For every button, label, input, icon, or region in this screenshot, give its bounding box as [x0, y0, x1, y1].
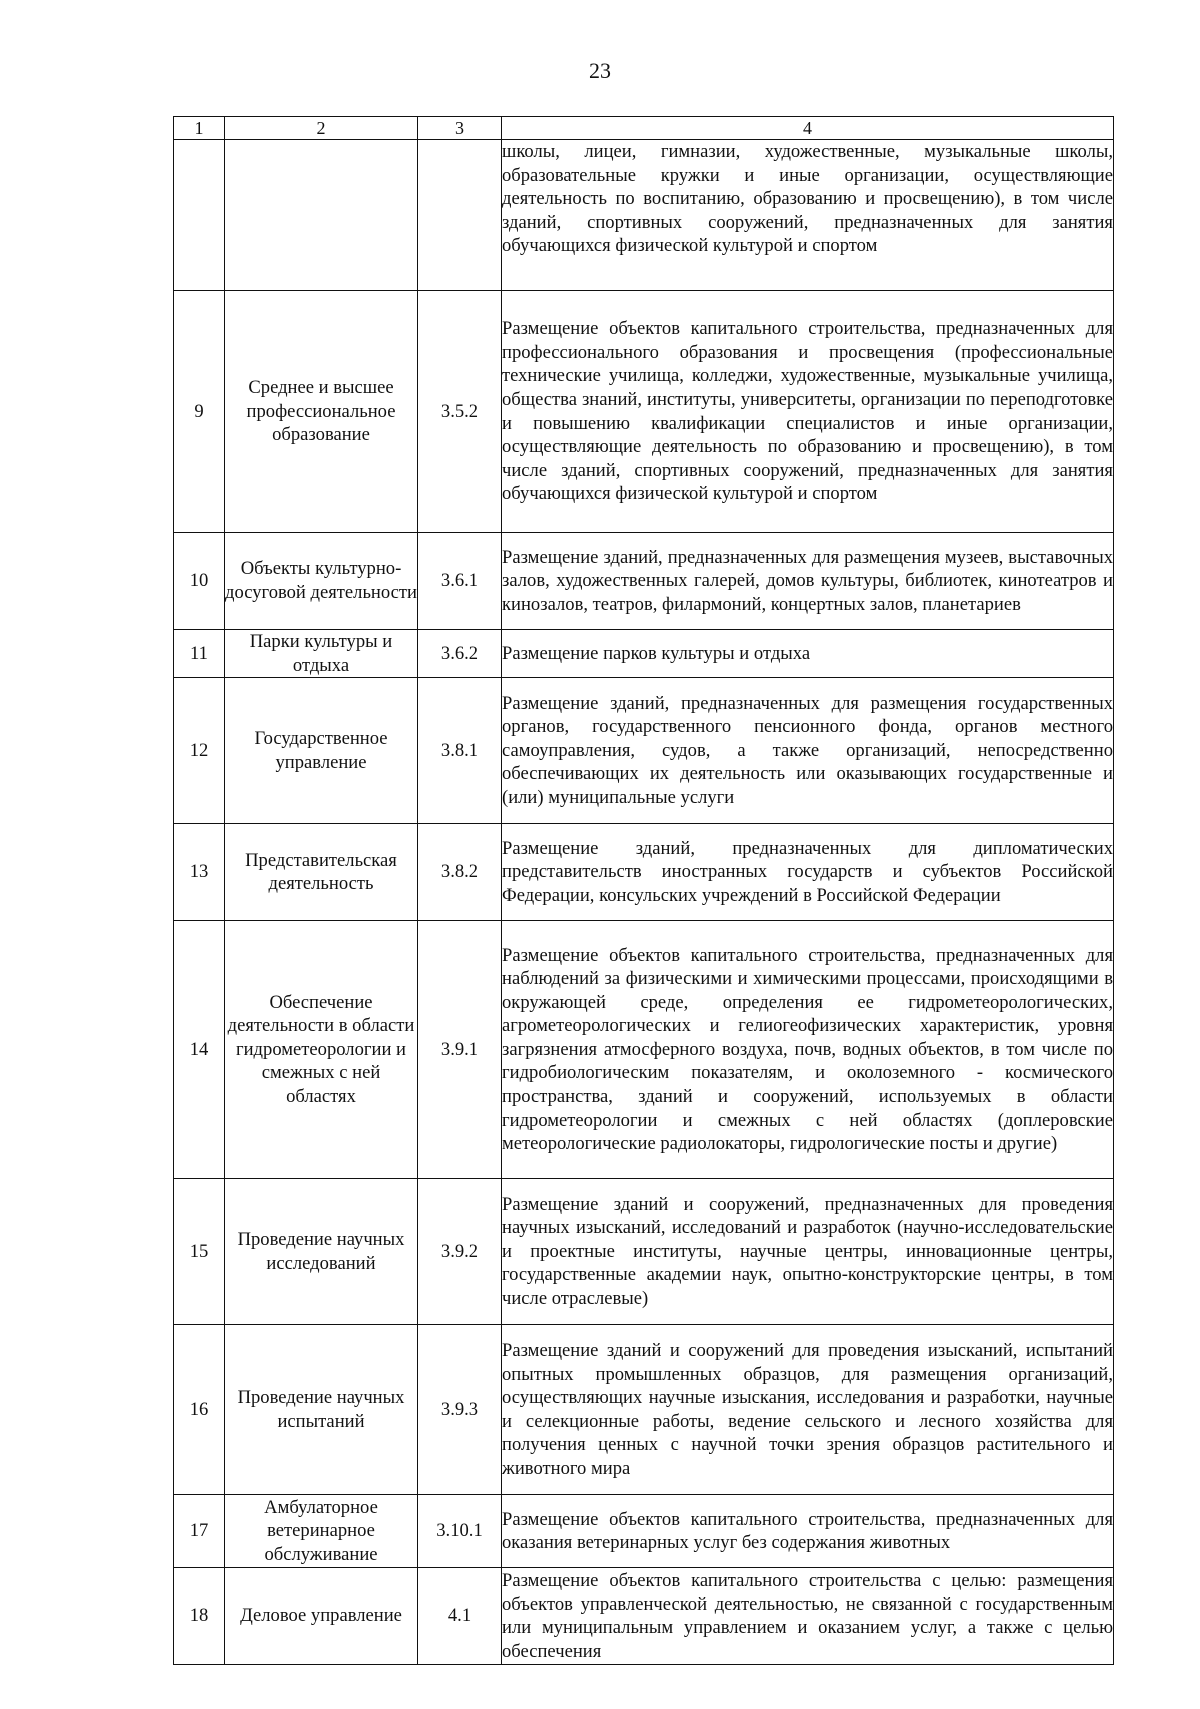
row-name-cell: Среднее и высшее профессиональное образование [225, 291, 418, 533]
row-number-cell: 11 [174, 630, 225, 678]
row-name-cell: Объекты культурно-досуговой деятельности [225, 533, 418, 630]
row-code-cell: 4.1 [418, 1568, 502, 1665]
row-code-cell: 3.9.3 [418, 1325, 502, 1495]
row-number-cell: 16 [174, 1325, 225, 1495]
table-row [174, 678, 1114, 824]
row-description-cell: школы, лицеи, гимназии, художественные, музыкальные школы, образовательные кружки и иные организации, осуществляющие деятельность по воспитанию, образованию и просвещению), в том числе зданий, спортивных сооружений, предназначенных для занятия обучающихся физической культурой и спортом [502, 140, 1114, 291]
row-number-cell [174, 140, 225, 291]
row-name-cell [225, 140, 418, 291]
row-code-cell: 3.8.1 [418, 678, 502, 824]
table-row [174, 1568, 1114, 1665]
row-number-cell: 14 [174, 921, 225, 1179]
table-row [174, 1325, 1114, 1495]
row-description-cell: Размещение объектов капитального строительства, предназначенных для профессионального образования и просвещения (профессиональные технические училища, колледжи, художественные, музыкальные училища, общества знаний, институты, университеты, организации по переподготовке и повышению квалификации специалистов и иные организации, осуществляющие деятельность по образованию и просвещению), в том числе зданий, спортивных сооружений, предназначенных для занятия обучающихся физической культурой и спортом [502, 291, 1114, 533]
table-row [174, 824, 1114, 921]
row-description-cell: Размещение зданий, предназначенных для дипломатических представительств иностранных государств и субъектов Российской Федерации, консульских учреждений в Российской Федерации [502, 824, 1114, 921]
row-description-cell: Размещение объектов капитального строительства с целью: размещения объектов управленческой деятельностью, не связанной с государственным или муниципальным управлением и оказанием услуг, а также с целью обеспечения [502, 1568, 1114, 1665]
table-header-row [174, 117, 1114, 140]
table-row [174, 291, 1114, 533]
row-description-cell: Размещение объектов капитального строительства, предназначенных для наблюдений за физическими и химическими процессами, происходящими в окружающей среде, определения ее гидрометеорологических, агрометеорологических и гелиогеофизических характеристик, уровня загрязнения атмосферного воздуха, почв, водных объектов, в том числе по гидробиологическим показателям, и околоземного - космического пространства, зданий и сооружений, используемых в области гидрометеорологии и смежных с ней областях (доплеровские метеорологические радиолокаторы, гидрологические посты и другие) [502, 921, 1114, 1179]
row-name-cell: Парки культуры и отдыха [225, 630, 418, 678]
header-cell-1: 1 [174, 117, 225, 140]
row-number-cell: 17 [174, 1495, 225, 1568]
row-number-cell: 10 [174, 533, 225, 630]
row-code-cell: 3.9.1 [418, 921, 502, 1179]
row-description-cell: Размещение объектов капитального строительства, предназначенных для оказания ветеринарных услуг без содержания животных [502, 1495, 1114, 1568]
row-number-cell: 13 [174, 824, 225, 921]
row-code-cell: 3.6.2 [418, 630, 502, 678]
row-name-cell: Представительская деятельность [225, 824, 418, 921]
row-name-cell: Проведение научных испытаний [225, 1325, 418, 1495]
header-cell-2: 2 [225, 117, 418, 140]
land-use-table [173, 116, 1114, 1665]
row-description-cell: Размещение зданий и сооружений, предназначенных для проведения научных изысканий, исследований и разработок (научно-исследовательские и проектные институты, научные центры, инновационные центры, государственные академии наук, опытно-конструкторские центры, в том числе отраслевые) [502, 1179, 1114, 1325]
row-number-cell: 12 [174, 678, 225, 824]
row-code-cell: 3.5.2 [418, 291, 502, 533]
table-row [174, 921, 1114, 1179]
row-code-cell: 3.8.2 [418, 824, 502, 921]
row-code-cell [418, 140, 502, 291]
table-row [174, 1179, 1114, 1325]
table-row [174, 533, 1114, 630]
table-row-continuation [174, 140, 1114, 291]
table-row [174, 1495, 1114, 1568]
row-description-cell: Размещение парков культуры и отдыха [502, 630, 1114, 678]
row-name-cell: Деловое управление [225, 1568, 418, 1665]
row-number-cell: 9 [174, 291, 225, 533]
header-cell-3: 3 [418, 117, 502, 140]
row-number-cell: 18 [174, 1568, 225, 1665]
row-number-cell: 15 [174, 1179, 225, 1325]
header-cell-4: 4 [502, 117, 1114, 140]
row-code-cell: 3.10.1 [418, 1495, 502, 1568]
row-code-cell: 3.6.1 [418, 533, 502, 630]
row-description-cell: Размещение зданий, предназначенных для размещения музеев, выставочных залов, художественных галерей, домов культуры, библиотек, кинотеатров и кинозалов, театров, филармоний, концертных залов, планетариев [502, 533, 1114, 630]
row-name-cell: Амбулаторное ветеринарное обслуживание [225, 1495, 418, 1568]
page-number: 23 [589, 58, 611, 83]
row-code-cell: 3.9.2 [418, 1179, 502, 1325]
row-name-cell: Проведение научных исследований [225, 1179, 418, 1325]
table-row [174, 630, 1114, 678]
row-description-cell: Размещение зданий, предназначенных для размещения государственных органов, государственного пенсионного фонда, органов местного самоуправления, судов, а также организаций, непосредственно обеспечивающих их деятельность или оказывающих государственные и (или) муниципальные услуги [502, 678, 1114, 824]
row-description-cell: Размещение зданий и сооружений для проведения изысканий, испытаний опытных промышленных образцов, для размещения организаций, осуществляющих научные изыскания, исследования и разработки, научные и селекционные работы, ведение сельского и лесного хозяйства для получения ценных с научной точки зрения образцов растительного и животного мира [502, 1325, 1114, 1495]
row-name-cell: Обеспечение деятельности в области гидрометеорологии и смежных с ней областях [225, 921, 418, 1179]
row-name-cell: Государственное управление [225, 678, 418, 824]
